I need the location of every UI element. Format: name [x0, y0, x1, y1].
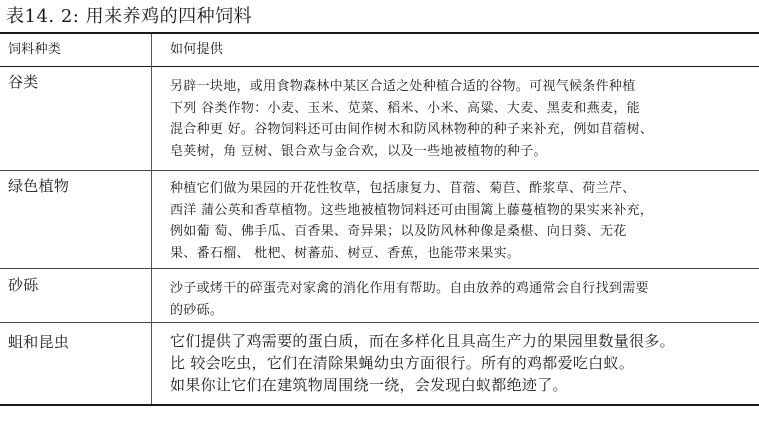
description-line: 下列 谷类作物：小麦、玉米、苋菜、稻米、小米、高粱、大麦、黑麦和燕麦，能 — [170, 100, 640, 116]
description-line: 混合种更 好。谷物饲料还可由间作树木和防风林物种的种子来补充，例如苜蓿树、 — [170, 122, 654, 137]
table-caption: 表14. 2: 用来养鸡的四种饲料 — [6, 6, 253, 27]
row-rule — [0, 268, 759, 269]
header-feed-type: 饲料种类 — [8, 42, 62, 57]
row-category: 蛆和昆虫 — [8, 333, 70, 351]
description-line: 如果你让它们在建筑物周围绕一绕，会发现白蚁都绝迹了。 — [170, 376, 568, 394]
row-category: 谷类 — [8, 73, 39, 91]
header-rule — [0, 66, 759, 67]
description-line: 它们提供了鸡需要的蛋白质，而在多样化且具高生产力的果园里数量很多。 — [170, 332, 675, 350]
row-description — [170, 178, 755, 264]
top-rule — [0, 32, 759, 34]
description-line: 例如葡 萄、佛手瓜、百香果、奇异果；以及防风林种像是桑椹、向日葵、无花 — [170, 224, 627, 239]
feed-table — [0, 32, 759, 425]
row-category: 砂砾 — [8, 276, 39, 294]
description-line: 西洋 蒲公英和香草植物。这些地被植物饲料还可由围篱上藤蔓植物的果实来补充， — [170, 202, 654, 218]
column-divider — [151, 34, 152, 404]
description-line: 的砂砾。 — [170, 302, 224, 318]
row-category: 绿色植物 — [8, 177, 70, 195]
description-line: 另辟一块地，或用食物森林中某区合适之处种植合适的谷物。可视气候条件种植 — [170, 79, 636, 94]
description-line: 皂荚树，角 豆树、银合欢与金合欢，以及一些地被植物的种子。 — [170, 143, 547, 159]
description-line: 沙子或烤干的碎蛋壳对家禽的消化作用有帮助。自由放养的鸡通常会自行找到需要 — [170, 281, 649, 296]
row-rule — [0, 170, 759, 171]
row-description — [170, 330, 755, 396]
row-description — [170, 76, 755, 162]
bottom-rule — [0, 404, 759, 406]
row-description — [170, 278, 755, 321]
description-line: 比 较会吃虫，它们在清除果蝇幼虫方面很行。所有的鸡都爱吃白蚁。 — [170, 354, 635, 372]
description-line: 果、番石榴、 枇杷、树蕃茄、树豆、香蕉，也能带来果实。 — [170, 245, 521, 261]
description-line: 种植它们做为果园的开花性牧草，包括康复力、苜蓿、菊苣、酢浆草、荷兰芹、 — [170, 181, 636, 196]
row-rule — [0, 322, 759, 323]
header-how-to-provide: 如何提供 — [170, 42, 224, 57]
